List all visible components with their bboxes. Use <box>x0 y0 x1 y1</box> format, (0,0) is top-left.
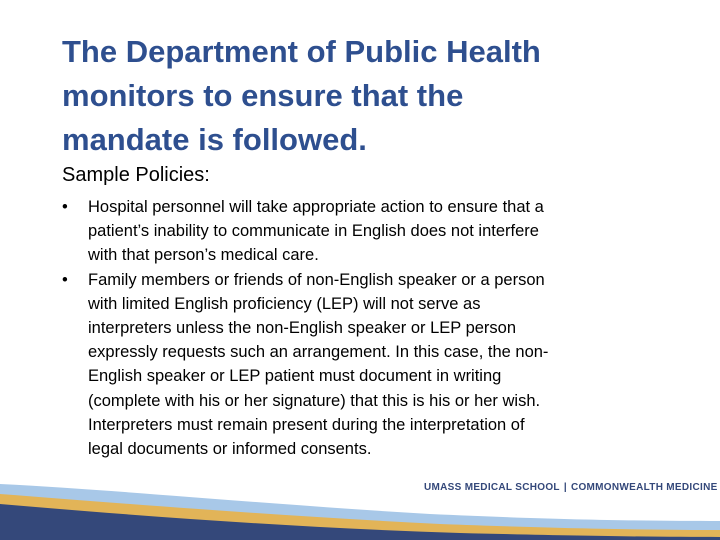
slide-title <box>62 30 682 162</box>
bullet-icon: • <box>62 198 68 216</box>
bullet-text-line: Family members or friends of non-English speaker or a person <box>88 270 545 289</box>
bullet-text-line: with limited English proficiency (LEP) will not serve as <box>88 294 481 313</box>
title-line: monitors to ensure that the <box>62 78 464 113</box>
title-line: mandate is followed. <box>62 122 367 157</box>
bullet-icon: • <box>62 270 68 289</box>
policy-bullet-list <box>62 195 682 461</box>
logo-text-umass: UMASS MEDICAL SCHOOL <box>424 482 560 493</box>
bullet-text-line: Interpreters must remain present during the interpretation of <box>88 415 525 434</box>
bullet-text-line: with that person’s medical care. <box>88 246 319 265</box>
bullet-text-line: English speaker or LEP patient must document in writing <box>88 367 502 386</box>
title-line: The Department of Public Health <box>62 34 541 69</box>
logo-text-commonwealth: COMMONWEALTH MEDICINE <box>570 482 718 493</box>
policy-bullet-item <box>62 195 682 268</box>
sample-policies-heading: Sample Policies: <box>62 164 210 186</box>
logo-separator: | <box>563 482 567 493</box>
bullet-text-line: expressly requests such an arrangement. In this case, the non- <box>88 343 549 362</box>
institution-logo <box>424 481 718 495</box>
bullet-text-line: Hospital personnel will take appropriate action to ensure that a <box>88 198 544 216</box>
bullet-text-line: legal documents or informed consents. <box>88 440 372 459</box>
bullet-text-line: (complete with his or her signature) that this is his or her wish. <box>88 391 541 410</box>
policy-bullet-item <box>62 268 682 462</box>
bullet-text-line: patient’s inability to communicate in English does not interfere <box>88 222 539 241</box>
bullet-text-line: interpreters unless the non-English speaker or LEP person <box>88 319 517 338</box>
